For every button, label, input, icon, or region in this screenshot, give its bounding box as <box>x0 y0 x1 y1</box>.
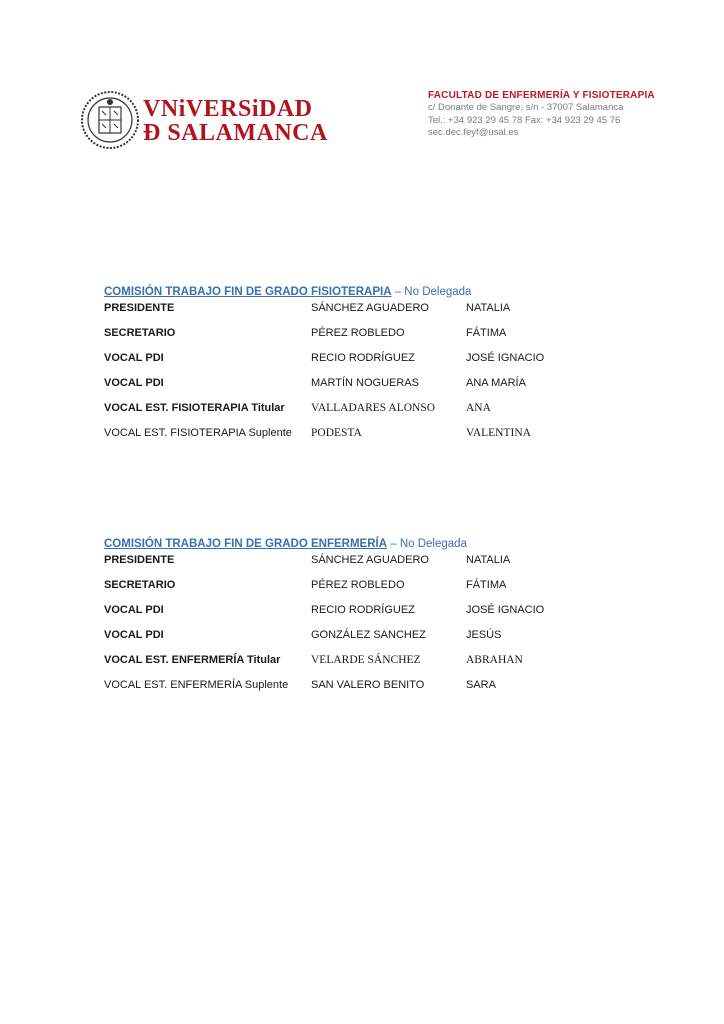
member-first-name: ANA <box>466 402 491 414</box>
member-role: PRESIDENTE <box>104 554 175 566</box>
member-last-name: PODESTA <box>311 427 362 439</box>
university-name-line2: Ð SALAMANCA <box>143 120 328 146</box>
member-last-name: PÉREZ ROBLEDO <box>311 579 405 591</box>
member-role: SECRETARIO <box>104 327 176 339</box>
member-row <box>104 327 664 352</box>
member-role: VOCAL PDI <box>104 352 164 364</box>
member-last-name: PÉREZ ROBLEDO <box>311 327 405 339</box>
member-first-name: JOSÉ IGNACIO <box>466 604 545 616</box>
commission-enfermeria <box>104 538 664 704</box>
commission-title-text: COMISIÓN TRABAJO FIN DE GRADO FISIOTERAPIA <box>104 286 392 298</box>
member-row <box>104 352 664 377</box>
commission-title-suffix: – No Delegada <box>387 538 467 550</box>
member-last-name: VALLADARES ALONSO <box>311 402 436 414</box>
member-last-name: RECIO RODRÍGUEZ <box>311 604 415 616</box>
member-role: VOCAL PDI <box>104 604 164 616</box>
member-role: SECRETARIO <box>104 579 176 591</box>
commission-title <box>104 286 664 302</box>
member-row <box>104 554 664 579</box>
university-seal-icon <box>80 90 140 150</box>
member-last-name: RECIO RODRÍGUEZ <box>311 352 415 364</box>
member-role: PRESIDENTE <box>104 302 175 314</box>
faculty-phone-fax: Tel.: +34 923 29 45 78 Fax: +34 923 29 45 76 <box>428 114 621 126</box>
member-role: VOCAL EST. ENFERMERÍA Suplente <box>104 679 289 691</box>
member-last-name: SÁNCHEZ AGUADERO <box>311 302 429 314</box>
member-last-name: SAN VALERO BENITO <box>311 679 425 691</box>
member-first-name: FÁTIMA <box>466 579 507 591</box>
member-row <box>104 377 664 402</box>
commission-fisioterapia <box>104 286 664 452</box>
member-row <box>104 302 664 327</box>
member-role: VOCAL EST. FISIOTERAPIA Titular <box>104 402 285 414</box>
member-first-name: ANA MARÍA <box>466 377 526 389</box>
university-name-line1: VNiVERSiDAD <box>143 96 313 122</box>
faculty-email: sec.dec.feyf@usal.es <box>428 127 519 138</box>
member-role: VOCAL PDI <box>104 629 164 641</box>
member-first-name: NATALIA <box>466 554 511 566</box>
member-last-name: VELARDE SÁNCHEZ <box>311 654 421 666</box>
university-logo <box>80 90 328 152</box>
member-role: VOCAL PDI <box>104 377 164 389</box>
member-first-name: JOSÉ IGNACIO <box>466 352 545 364</box>
member-role: VOCAL EST. ENFERMERÍA Titular <box>104 654 281 666</box>
member-role: VOCAL EST. FISIOTERAPIA Suplente <box>104 427 292 439</box>
member-row <box>104 679 664 704</box>
commission-title-text: COMISIÓN TRABAJO FIN DE GRADO ENFERMERÍA <box>104 538 388 550</box>
faculty-info <box>428 89 708 140</box>
faculty-name: FACULTAD DE ENFERMERÍA Y FISIOTERAPIA <box>428 90 655 101</box>
member-row <box>104 604 664 629</box>
member-first-name: JESÚS <box>466 629 502 641</box>
member-row <box>104 402 664 427</box>
member-first-name: SARA <box>466 679 496 691</box>
faculty-address: c/ Donante de Sangre, s/n - 37007 Salamanca <box>428 102 624 113</box>
member-first-name: FÁTIMA <box>466 327 507 339</box>
commission-title <box>104 538 664 554</box>
member-row <box>104 629 664 654</box>
member-first-name: VALENTINA <box>466 427 531 439</box>
member-last-name: MARTÍN NOGUERAS <box>311 377 419 389</box>
commission-title-suffix: – No Delegada <box>391 286 472 298</box>
member-first-name: ABRAHAN <box>466 654 523 666</box>
member-last-name: SÁNCHEZ AGUADERO <box>311 554 429 566</box>
member-first-name: NATALIA <box>466 302 511 314</box>
member-last-name: GONZÁLEZ SANCHEZ <box>311 629 426 641</box>
member-row <box>104 427 664 452</box>
member-row <box>104 579 664 604</box>
member-row <box>104 654 664 679</box>
